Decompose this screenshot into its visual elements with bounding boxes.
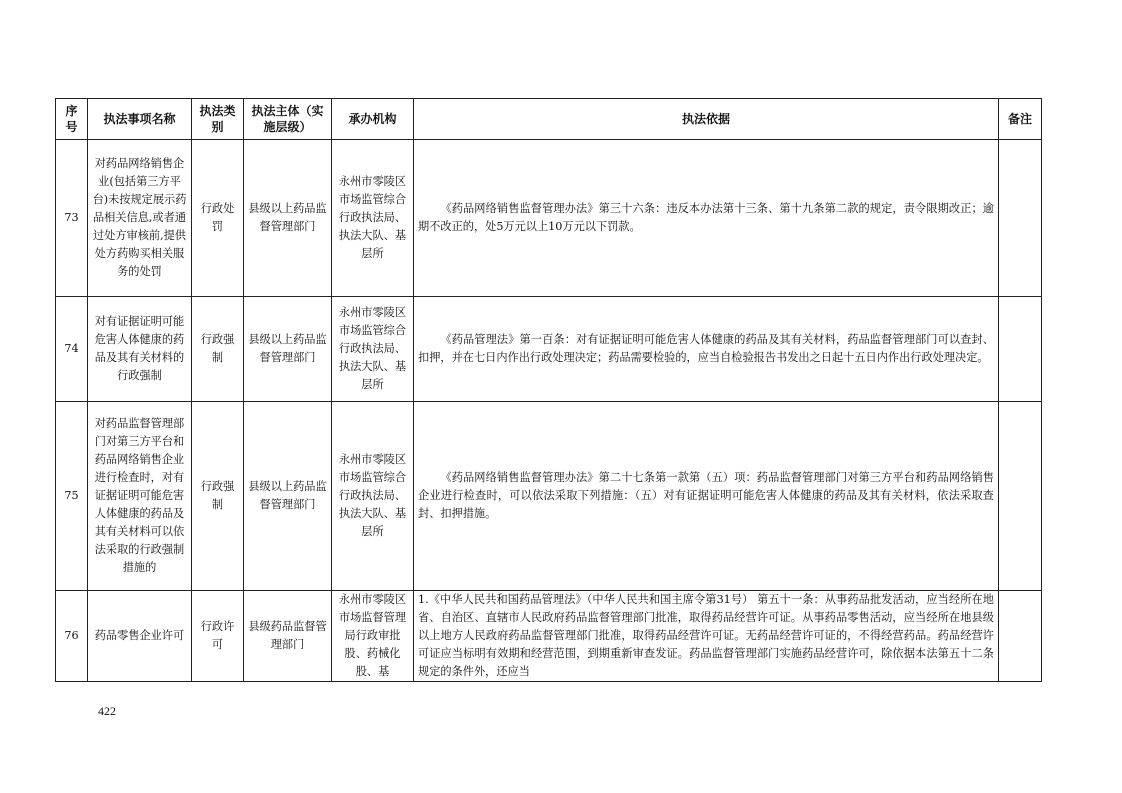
row-basis [414,297,999,402]
row-remark [999,591,1042,682]
table-row [56,591,1042,682]
table-row [56,402,1042,591]
row-no: 75 [56,402,88,591]
row-agency: 永州市零陵区市场监管综合行政执法局、执法大队、基层所 [332,402,414,591]
row-no: 74 [56,297,88,402]
row-category: 行政处罚 [192,140,244,297]
row-category: 行政许可 [192,591,244,682]
row-remark [999,140,1042,297]
row-basis [414,402,999,591]
header-subject: 执法主体（实施层级） [244,99,332,140]
row-remark [999,297,1042,402]
row-agency: 永州市零陵区市场监管综合行政执法局、执法大队、基层所 [332,297,414,402]
table-row [56,297,1042,402]
header-basis: 执法依据 [414,99,999,140]
row-basis-text: 1.《中华人民共和国药品管理法》（中华人民共和国主席令第31号） 第五十一条：从事药品批发活动，应当经所在地省、自治区、直辖市人民政府药品监督管理部门批准，取得药品经营许可证。从事药品零售活动，应当经所在地县级以上地方人民政府药品监督管理部门批准，取得药品经营许可证。无药品经营许可证的，不得经营药品。药品经营许可证应当标明有效期和经营范围，到期重新审查发证。药品监督管理部门实施药品经营许可，除依据本法第五十二条规定的条件外，还应当 [418,593,994,678]
row-remark [999,402,1042,591]
row-subject: 县级以上药品监督管理部门 [244,297,332,402]
row-agency: 永州市零陵区市场监管综合行政执法局、执法大队、基层所 [332,140,414,297]
row-name: 对药品网络销售企业(包括第三方平台)未按规定展示药品相关信息,或者通过处方审核前,提供处方药购买相关服务的处罚 [88,140,192,297]
enforcement-table [55,98,1042,682]
row-no: 73 [56,140,88,297]
header-agency: 承办机构 [332,99,414,140]
row-no: 76 [56,591,88,682]
page-number: 422 [98,704,116,718]
row-basis-text: 《药品网络销售监督管理办法》第三十六条：违反本办法第十三条、第十九条第二款的规定，责令限期改正；逾期不改正的，处5万元以上10万元以下罚款。 [418,202,994,233]
table-row [56,140,1042,297]
row-category: 行政强制 [192,297,244,402]
header-remark: 备注 [999,99,1042,140]
row-basis-text: 《药品网络销售监督管理办法》第二十七条第一款第（五）项：药品监督管理部门对第三方平台和药品网络销售企业进行检查时，可以依法采取下列措施：（五）对有证据证明可能危害人体健康的药品及其有关材料，依法采取查封、扣押措施。 [418,471,994,520]
row-name: 对有证据证明可能危害人体健康的药品及其有关材料的行政强制 [88,297,192,402]
row-subject: 县级以上药品监督管理部门 [244,140,332,297]
row-basis-text: 《药品管理法》第一百条：对有证据证明可能危害人体健康的药品及其有关材料，药品监督管理部门可以查封、扣押，并在七日内作出行政处理决定；药品需要检验的，应当自检验报告书发出之日起十五日内作出行政处理决定。 [418,333,994,364]
row-subject: 县级药品监督管理部门 [244,591,332,682]
row-basis [414,591,999,682]
row-category: 行政强制 [192,402,244,591]
table-header-row [56,99,1042,140]
row-name: 对药品监督管理部门对第三方平台和药品网络销售企业进行检查时，对有证据证明可能危害人体健康的药品及其有关材料可以依法采取的行政强制措施的 [88,402,192,591]
row-subject: 县级以上药品监督管理部门 [244,402,332,591]
header-name: 执法事项名称 [88,99,192,140]
row-basis [414,140,999,297]
header-category: 执法类别 [192,99,244,140]
row-agency: 永州市零陵区市场监督管理局行政审批股、药械化股、基 [332,591,414,682]
row-name: 药品零售企业许可 [88,591,192,682]
header-no: 序号 [56,99,88,140]
